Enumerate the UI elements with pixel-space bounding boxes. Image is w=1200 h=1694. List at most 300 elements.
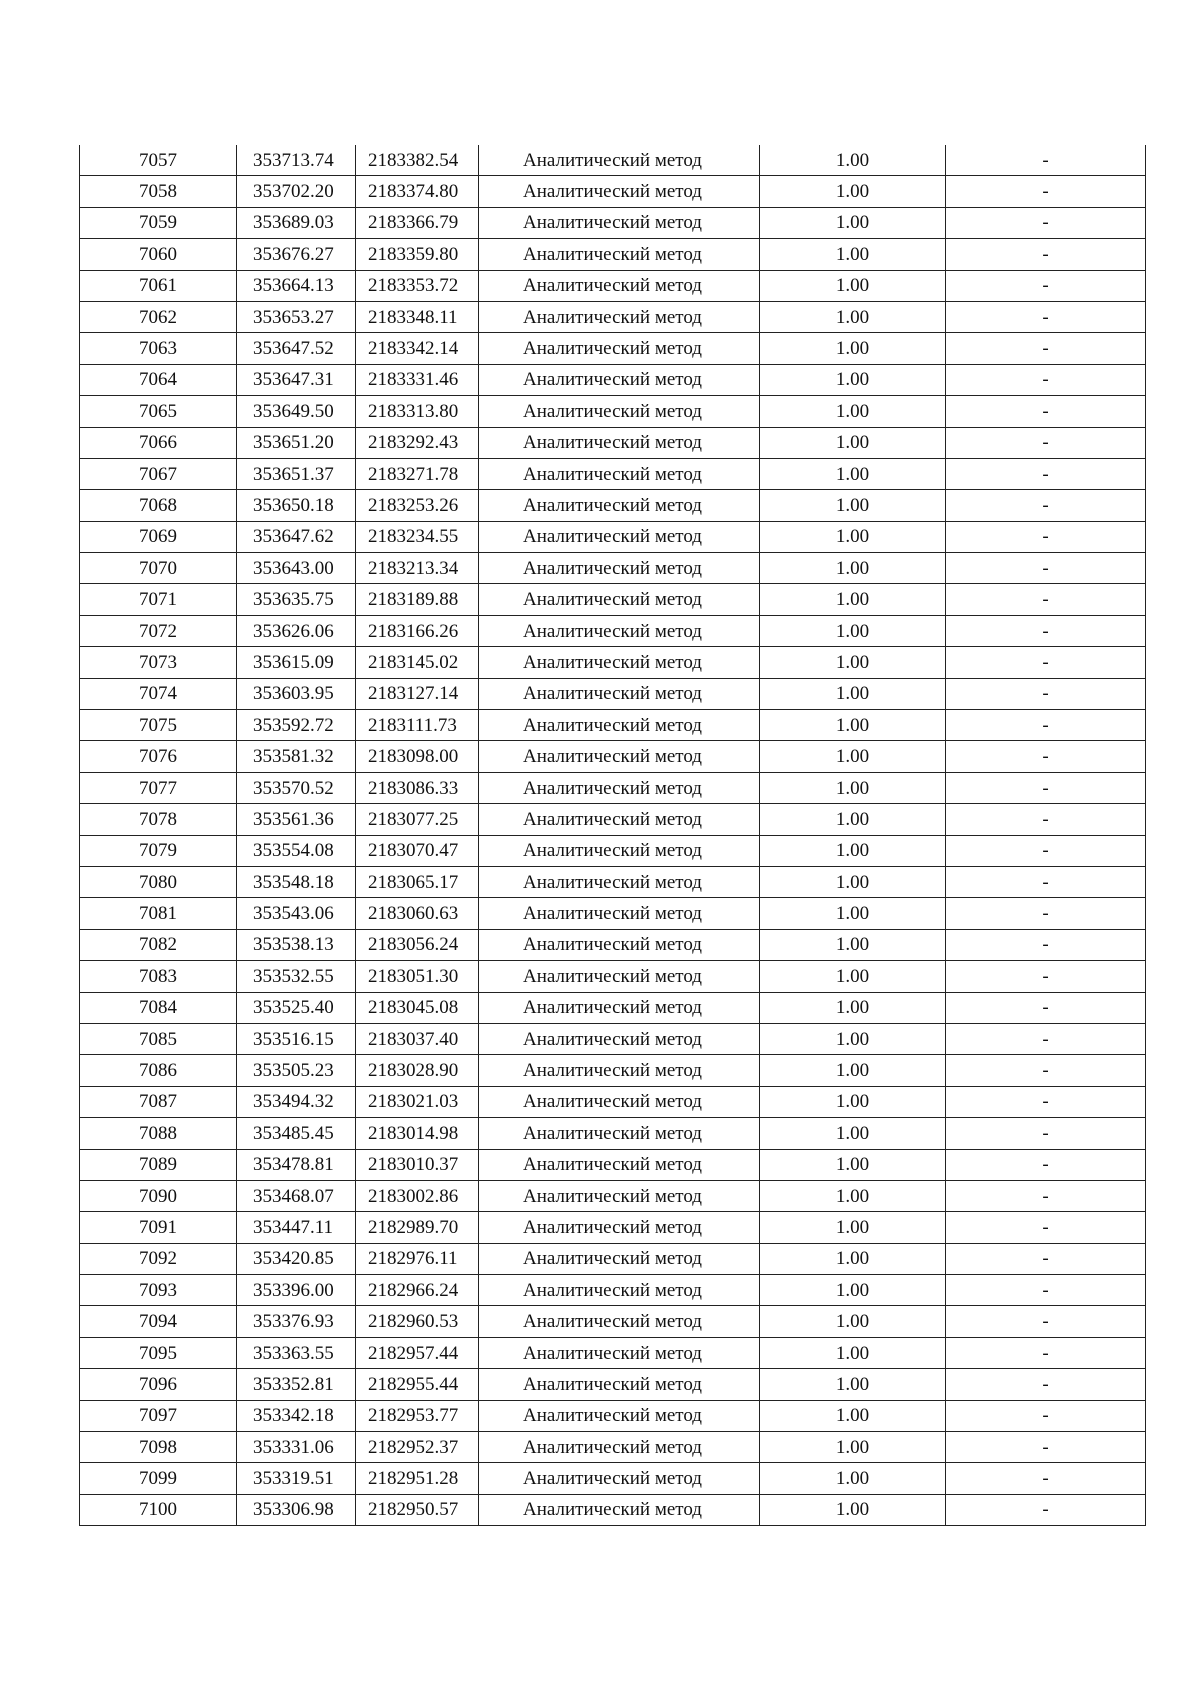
point-number-cell: 7087 [80, 1086, 237, 1117]
x-coordinate-cell: 353548.18 [237, 866, 356, 897]
y-coordinate-cell: 2182976.11 [356, 1243, 479, 1274]
table-row [80, 364, 1146, 395]
x-coordinate-cell: 353647.52 [237, 333, 356, 364]
x-coordinate-cell: 353561.36 [237, 804, 356, 835]
accuracy-cell: 1.00 [760, 145, 946, 176]
accuracy-cell: 1.00 [760, 772, 946, 803]
note-cell: - [946, 772, 1146, 803]
accuracy-cell: 1.00 [760, 741, 946, 772]
point-number-cell: 7086 [80, 1055, 237, 1086]
accuracy-cell: 1.00 [760, 992, 946, 1023]
accuracy-cell: 1.00 [760, 1400, 946, 1431]
method-cell: Аналитический метод [479, 1494, 760, 1525]
table-row [80, 1086, 1146, 1117]
x-coordinate-cell: 353468.07 [237, 1180, 356, 1211]
table-row [80, 992, 1146, 1023]
accuracy-cell: 1.00 [760, 207, 946, 238]
y-coordinate-cell: 2182966.24 [356, 1275, 479, 1306]
method-cell: Аналитический метод [479, 804, 760, 835]
table-row [80, 741, 1146, 772]
accuracy-cell: 1.00 [760, 270, 946, 301]
table-row [80, 772, 1146, 803]
accuracy-cell: 1.00 [760, 1180, 946, 1211]
x-coordinate-cell: 353505.23 [237, 1055, 356, 1086]
note-cell: - [946, 835, 1146, 866]
x-coordinate-cell: 353306.98 [237, 1494, 356, 1525]
note-cell: - [946, 1432, 1146, 1463]
accuracy-cell: 1.00 [760, 1086, 946, 1117]
x-coordinate-cell: 353689.03 [237, 207, 356, 238]
note-cell: - [946, 427, 1146, 458]
point-number-cell: 7073 [80, 647, 237, 678]
note-cell: - [946, 929, 1146, 960]
table-row [80, 1275, 1146, 1306]
note-cell: - [946, 301, 1146, 332]
point-number-cell: 7057 [80, 145, 237, 176]
accuracy-cell: 1.00 [760, 1369, 946, 1400]
method-cell: Аналитический метод [479, 1337, 760, 1368]
y-coordinate-cell: 2182989.70 [356, 1212, 479, 1243]
x-coordinate-cell: 353538.13 [237, 929, 356, 960]
method-cell: Аналитический метод [479, 364, 760, 395]
accuracy-cell: 1.00 [760, 1055, 946, 1086]
note-cell: - [946, 866, 1146, 897]
y-coordinate-cell: 2182950.57 [356, 1494, 479, 1525]
table-row [80, 1180, 1146, 1211]
accuracy-cell: 1.00 [760, 584, 946, 615]
point-number-cell: 7094 [80, 1306, 237, 1337]
point-number-cell: 7083 [80, 961, 237, 992]
y-coordinate-cell: 2183127.14 [356, 678, 479, 709]
y-coordinate-cell: 2182952.37 [356, 1432, 479, 1463]
note-cell: - [946, 207, 1146, 238]
table-row [80, 490, 1146, 521]
accuracy-cell: 1.00 [760, 239, 946, 270]
note-cell: - [946, 521, 1146, 552]
table-row [80, 1432, 1146, 1463]
table-row [80, 239, 1146, 270]
y-coordinate-cell: 2183060.63 [356, 898, 479, 929]
table-row [80, 804, 1146, 835]
table-row [80, 1369, 1146, 1400]
y-coordinate-cell: 2182960.53 [356, 1306, 479, 1337]
method-cell: Аналитический метод [479, 553, 760, 584]
x-coordinate-cell: 353478.81 [237, 1149, 356, 1180]
note-cell: - [946, 647, 1146, 678]
note-cell: - [946, 1086, 1146, 1117]
accuracy-cell: 1.00 [760, 553, 946, 584]
x-coordinate-cell: 353702.20 [237, 176, 356, 207]
accuracy-cell: 1.00 [760, 1243, 946, 1274]
x-coordinate-cell: 353525.40 [237, 992, 356, 1023]
accuracy-cell: 1.00 [760, 1275, 946, 1306]
point-number-cell: 7071 [80, 584, 237, 615]
y-coordinate-cell: 2183234.55 [356, 521, 479, 552]
y-coordinate-cell: 2183382.54 [356, 145, 479, 176]
note-cell: - [946, 992, 1146, 1023]
note-cell: - [946, 1055, 1146, 1086]
accuracy-cell: 1.00 [760, 961, 946, 992]
method-cell: Аналитический метод [479, 427, 760, 458]
method-cell: Аналитический метод [479, 145, 760, 176]
table-row [80, 710, 1146, 741]
point-number-cell: 7070 [80, 553, 237, 584]
note-cell: - [946, 1337, 1146, 1368]
method-cell: Аналитический метод [479, 176, 760, 207]
table-row [80, 615, 1146, 646]
point-number-cell: 7069 [80, 521, 237, 552]
y-coordinate-cell: 2183145.02 [356, 647, 479, 678]
table-row [80, 1212, 1146, 1243]
point-number-cell: 7060 [80, 239, 237, 270]
point-number-cell: 7062 [80, 301, 237, 332]
point-number-cell: 7078 [80, 804, 237, 835]
accuracy-cell: 1.00 [760, 396, 946, 427]
note-cell: - [946, 710, 1146, 741]
y-coordinate-cell: 2183051.30 [356, 961, 479, 992]
point-number-cell: 7067 [80, 458, 237, 489]
method-cell: Аналитический метод [479, 207, 760, 238]
table-row [80, 427, 1146, 458]
y-coordinate-cell: 2183353.72 [356, 270, 479, 301]
table-row [80, 1400, 1146, 1431]
y-coordinate-cell: 2183359.80 [356, 239, 479, 270]
y-coordinate-cell: 2183374.80 [356, 176, 479, 207]
method-cell: Аналитический метод [479, 521, 760, 552]
note-cell: - [946, 804, 1146, 835]
y-coordinate-cell: 2183028.90 [356, 1055, 479, 1086]
accuracy-cell: 1.00 [760, 490, 946, 521]
method-cell: Аналитический метод [479, 1306, 760, 1337]
accuracy-cell: 1.00 [760, 1463, 946, 1494]
y-coordinate-cell: 2183271.78 [356, 458, 479, 489]
accuracy-cell: 1.00 [760, 1149, 946, 1180]
y-coordinate-cell: 2183342.14 [356, 333, 479, 364]
point-number-cell: 7072 [80, 615, 237, 646]
method-cell: Аналитический метод [479, 1118, 760, 1149]
point-number-cell: 7064 [80, 364, 237, 395]
point-number-cell: 7090 [80, 1180, 237, 1211]
accuracy-cell: 1.00 [760, 1494, 946, 1525]
method-cell: Аналитический метод [479, 1275, 760, 1306]
x-coordinate-cell: 353543.06 [237, 898, 356, 929]
x-coordinate-cell: 353649.50 [237, 396, 356, 427]
point-number-cell: 7095 [80, 1337, 237, 1368]
x-coordinate-cell: 353516.15 [237, 1023, 356, 1054]
point-number-cell: 7085 [80, 1023, 237, 1054]
note-cell: - [946, 615, 1146, 646]
accuracy-cell: 1.00 [760, 615, 946, 646]
y-coordinate-cell: 2183086.33 [356, 772, 479, 803]
y-coordinate-cell: 2183077.25 [356, 804, 479, 835]
table-row [80, 1023, 1146, 1054]
accuracy-cell: 1.00 [760, 835, 946, 866]
y-coordinate-cell: 2182951.28 [356, 1463, 479, 1494]
table-row [80, 1243, 1146, 1274]
y-coordinate-cell: 2183070.47 [356, 835, 479, 866]
method-cell: Аналитический метод [479, 1400, 760, 1431]
x-coordinate-cell: 353485.45 [237, 1118, 356, 1149]
note-cell: - [946, 490, 1146, 521]
accuracy-cell: 1.00 [760, 301, 946, 332]
method-cell: Аналитический метод [479, 1086, 760, 1117]
x-coordinate-cell: 353319.51 [237, 1463, 356, 1494]
y-coordinate-cell: 2183045.08 [356, 992, 479, 1023]
y-coordinate-cell: 2183021.03 [356, 1086, 479, 1117]
y-coordinate-cell: 2183037.40 [356, 1023, 479, 1054]
table-row [80, 929, 1146, 960]
accuracy-cell: 1.00 [760, 804, 946, 835]
coordinates-table-body [80, 145, 1146, 1526]
point-number-cell: 7091 [80, 1212, 237, 1243]
accuracy-cell: 1.00 [760, 1023, 946, 1054]
table-row [80, 521, 1146, 552]
method-cell: Аналитический метод [479, 647, 760, 678]
point-number-cell: 7092 [80, 1243, 237, 1274]
table-row [80, 678, 1146, 709]
x-coordinate-cell: 353664.13 [237, 270, 356, 301]
y-coordinate-cell: 2182957.44 [356, 1337, 479, 1368]
x-coordinate-cell: 353603.95 [237, 678, 356, 709]
note-cell: - [946, 898, 1146, 929]
accuracy-cell: 1.00 [760, 1337, 946, 1368]
x-coordinate-cell: 353532.55 [237, 961, 356, 992]
accuracy-cell: 1.00 [760, 898, 946, 929]
accuracy-cell: 1.00 [760, 521, 946, 552]
method-cell: Аналитический метод [479, 270, 760, 301]
table-row [80, 898, 1146, 929]
accuracy-cell: 1.00 [760, 458, 946, 489]
x-coordinate-cell: 353581.32 [237, 741, 356, 772]
method-cell: Аналитический метод [479, 1212, 760, 1243]
y-coordinate-cell: 2183313.80 [356, 396, 479, 427]
method-cell: Аналитический метод [479, 1432, 760, 1463]
y-coordinate-cell: 2183098.00 [356, 741, 479, 772]
point-number-cell: 7058 [80, 176, 237, 207]
x-coordinate-cell: 353554.08 [237, 835, 356, 866]
y-coordinate-cell: 2183002.86 [356, 1180, 479, 1211]
x-coordinate-cell: 353626.06 [237, 615, 356, 646]
point-number-cell: 7075 [80, 710, 237, 741]
table-row [80, 961, 1146, 992]
method-cell: Аналитический метод [479, 898, 760, 929]
y-coordinate-cell: 2183253.26 [356, 490, 479, 521]
table-row [80, 1494, 1146, 1525]
point-number-cell: 7082 [80, 929, 237, 960]
method-cell: Аналитический метод [479, 396, 760, 427]
note-cell: - [946, 584, 1146, 615]
x-coordinate-cell: 353650.18 [237, 490, 356, 521]
note-cell: - [946, 1149, 1146, 1180]
x-coordinate-cell: 353615.09 [237, 647, 356, 678]
point-number-cell: 7097 [80, 1400, 237, 1431]
point-number-cell: 7081 [80, 898, 237, 929]
x-coordinate-cell: 353653.27 [237, 301, 356, 332]
point-number-cell: 7068 [80, 490, 237, 521]
point-number-cell: 7096 [80, 1369, 237, 1400]
note-cell: - [946, 1494, 1146, 1525]
method-cell: Аналитический метод [479, 584, 760, 615]
point-number-cell: 7079 [80, 835, 237, 866]
point-number-cell: 7093 [80, 1275, 237, 1306]
accuracy-cell: 1.00 [760, 647, 946, 678]
table-row [80, 1055, 1146, 1086]
point-number-cell: 7066 [80, 427, 237, 458]
x-coordinate-cell: 353363.55 [237, 1337, 356, 1368]
note-cell: - [946, 1212, 1146, 1243]
y-coordinate-cell: 2183366.79 [356, 207, 479, 238]
accuracy-cell: 1.00 [760, 176, 946, 207]
note-cell: - [946, 145, 1146, 176]
note-cell: - [946, 553, 1146, 584]
point-number-cell: 7065 [80, 396, 237, 427]
note-cell: - [946, 1369, 1146, 1400]
method-cell: Аналитический метод [479, 772, 760, 803]
x-coordinate-cell: 353651.20 [237, 427, 356, 458]
note-cell: - [946, 176, 1146, 207]
y-coordinate-cell: 2183166.26 [356, 615, 479, 646]
note-cell: - [946, 1400, 1146, 1431]
x-coordinate-cell: 353342.18 [237, 1400, 356, 1431]
point-number-cell: 7084 [80, 992, 237, 1023]
note-cell: - [946, 364, 1146, 395]
x-coordinate-cell: 353635.75 [237, 584, 356, 615]
y-coordinate-cell: 2183331.46 [356, 364, 479, 395]
note-cell: - [946, 1023, 1146, 1054]
point-number-cell: 7059 [80, 207, 237, 238]
method-cell: Аналитический метод [479, 741, 760, 772]
table-row [80, 176, 1146, 207]
table-row [80, 553, 1146, 584]
accuracy-cell: 1.00 [760, 1212, 946, 1243]
x-coordinate-cell: 353376.93 [237, 1306, 356, 1337]
point-number-cell: 7089 [80, 1149, 237, 1180]
method-cell: Аналитический метод [479, 301, 760, 332]
accuracy-cell: 1.00 [760, 364, 946, 395]
method-cell: Аналитический метод [479, 961, 760, 992]
method-cell: Аналитический метод [479, 1149, 760, 1180]
accuracy-cell: 1.00 [760, 427, 946, 458]
point-number-cell: 7098 [80, 1432, 237, 1463]
x-coordinate-cell: 353570.52 [237, 772, 356, 803]
method-cell: Аналитический метод [479, 835, 760, 866]
table-row [80, 396, 1146, 427]
x-coordinate-cell: 353420.85 [237, 1243, 356, 1274]
y-coordinate-cell: 2183010.37 [356, 1149, 479, 1180]
method-cell: Аналитический метод [479, 333, 760, 364]
method-cell: Аналитический метод [479, 1055, 760, 1086]
coordinates-table [79, 145, 1146, 1526]
table-row [80, 647, 1146, 678]
note-cell: - [946, 1118, 1146, 1149]
point-number-cell: 7077 [80, 772, 237, 803]
note-cell: - [946, 1275, 1146, 1306]
note-cell: - [946, 1180, 1146, 1211]
y-coordinate-cell: 2183014.98 [356, 1118, 479, 1149]
x-coordinate-cell: 353643.00 [237, 553, 356, 584]
table-row [80, 145, 1146, 176]
method-cell: Аналитический метод [479, 678, 760, 709]
table-row [80, 458, 1146, 489]
y-coordinate-cell: 2182955.44 [356, 1369, 479, 1400]
table-row [80, 1337, 1146, 1368]
method-cell: Аналитический метод [479, 992, 760, 1023]
table-row [80, 270, 1146, 301]
method-cell: Аналитический метод [479, 929, 760, 960]
y-coordinate-cell: 2183111.73 [356, 710, 479, 741]
accuracy-cell: 1.00 [760, 678, 946, 709]
x-coordinate-cell: 353713.74 [237, 145, 356, 176]
accuracy-cell: 1.00 [760, 333, 946, 364]
x-coordinate-cell: 353676.27 [237, 239, 356, 270]
point-number-cell: 7099 [80, 1463, 237, 1494]
x-coordinate-cell: 353447.11 [237, 1212, 356, 1243]
method-cell: Аналитический метод [479, 866, 760, 897]
y-coordinate-cell: 2183292.43 [356, 427, 479, 458]
y-coordinate-cell: 2183065.17 [356, 866, 479, 897]
x-coordinate-cell: 353494.32 [237, 1086, 356, 1117]
method-cell: Аналитический метод [479, 490, 760, 521]
point-number-cell: 7100 [80, 1494, 237, 1525]
table-row [80, 207, 1146, 238]
point-number-cell: 7061 [80, 270, 237, 301]
method-cell: Аналитический метод [479, 1023, 760, 1054]
method-cell: Аналитический метод [479, 710, 760, 741]
note-cell: - [946, 1306, 1146, 1337]
note-cell: - [946, 458, 1146, 489]
x-coordinate-cell: 353331.06 [237, 1432, 356, 1463]
point-number-cell: 7076 [80, 741, 237, 772]
y-coordinate-cell: 2183189.88 [356, 584, 479, 615]
x-coordinate-cell: 353352.81 [237, 1369, 356, 1400]
table-row [80, 333, 1146, 364]
note-cell: - [946, 239, 1146, 270]
method-cell: Аналитический метод [479, 615, 760, 646]
table-row [80, 584, 1146, 615]
point-number-cell: 7063 [80, 333, 237, 364]
accuracy-cell: 1.00 [760, 929, 946, 960]
y-coordinate-cell: 2183056.24 [356, 929, 479, 960]
method-cell: Аналитический метод [479, 458, 760, 489]
table-row [80, 1149, 1146, 1180]
method-cell: Аналитический метод [479, 1243, 760, 1274]
table-row [80, 1463, 1146, 1494]
note-cell: - [946, 741, 1146, 772]
y-coordinate-cell: 2183213.34 [356, 553, 479, 584]
accuracy-cell: 1.00 [760, 1432, 946, 1463]
accuracy-cell: 1.00 [760, 1306, 946, 1337]
x-coordinate-cell: 353396.00 [237, 1275, 356, 1306]
y-coordinate-cell: 2182953.77 [356, 1400, 479, 1431]
table-row [80, 835, 1146, 866]
point-number-cell: 7088 [80, 1118, 237, 1149]
point-number-cell: 7074 [80, 678, 237, 709]
method-cell: Аналитический метод [479, 239, 760, 270]
x-coordinate-cell: 353651.37 [237, 458, 356, 489]
method-cell: Аналитический метод [479, 1463, 760, 1494]
note-cell: - [946, 270, 1146, 301]
note-cell: - [946, 1243, 1146, 1274]
method-cell: Аналитический метод [479, 1369, 760, 1400]
method-cell: Аналитический метод [479, 1180, 760, 1211]
table-row [80, 1118, 1146, 1149]
accuracy-cell: 1.00 [760, 1118, 946, 1149]
note-cell: - [946, 961, 1146, 992]
accuracy-cell: 1.00 [760, 710, 946, 741]
note-cell: - [946, 678, 1146, 709]
note-cell: - [946, 396, 1146, 427]
table-row [80, 301, 1146, 332]
